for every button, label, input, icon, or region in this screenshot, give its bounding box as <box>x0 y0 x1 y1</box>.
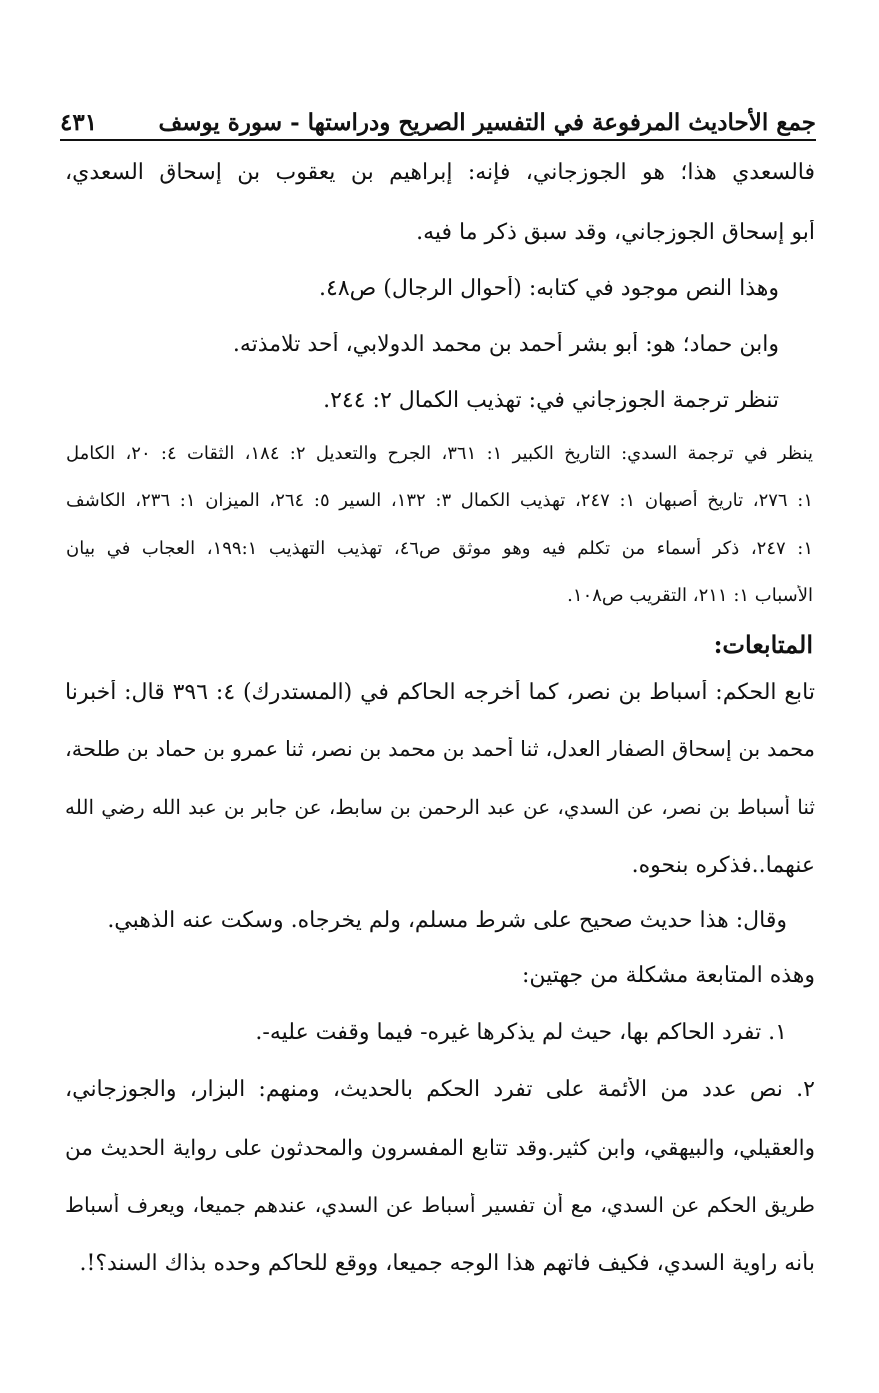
followup-line: ثنا أسباط بن نصر، عن السدي، عن عبد الرحمن بن سابط، عن جابر بن عبد الله رضي الله <box>65 795 815 819</box>
paragraph-line: أبو إسحاق الجوزجاني، وقد سبق ذكر ما فيه. <box>416 220 815 245</box>
page-number: ٤٣١ <box>60 109 98 136</box>
followup-line: والعقيلي، والبيهقي، وابن كثير.وقد تتابع المفسرون والمحدثون على رواية الحديث من <box>65 1136 815 1161</box>
reference-note-line: ١: ٢٤٧، ذكر أسماء من تكلم فيه وهو موثق ص٤٦، تهذيب التهذيب ١٩٩:١، العجاب في بيان <box>66 538 813 559</box>
followup-line: عنهما..فذكره بنحوه. <box>631 853 815 878</box>
followup-line: طريق الحكم عن السدي، مع أن تفسير أسباط عن السدي، عندهم جميعا، ويعرف أسباط <box>65 1193 815 1217</box>
section-heading: المتابعات: <box>713 630 813 659</box>
followup-line: تابع الحكم: أسباط بن نصر، كما أخرجه الحاكم في (المستدرك) ٤: ٣٩٦ قال: أخبرنا <box>65 680 815 705</box>
list-item: ٢. نص عدد من الأئمة على تفرد الحكم بالحديث، ومنهم: البزار، والجوزجاني، <box>65 1077 815 1102</box>
reference-note-line: الأسباب ١: ٢١١، التقريب ص١٠٨. <box>567 585 813 606</box>
header-title: جمع الأحاديث المرفوعة في التفسير الصريح ودراستها - سورة يوسف <box>158 109 816 136</box>
paragraph-line: تنظر ترجمة الجوزجاني في: تهذيب الكمال ٢: ٢٤٤. <box>323 388 779 413</box>
list-item: ١. تفرد الحاكم بها، حيث لم يذكرها غيره- فيما وقفت عليه-. <box>255 1020 787 1045</box>
followup-line: وهذه المتابعة مشكلة من جهتين: <box>521 963 815 988</box>
reference-note-line: ينظر في ترجمة السدي: التاريخ الكبير ١: ٣٦١، الجرح والتعديل ٢: ١٨٤، الثقات ٤: ٢٠، الكامل <box>66 443 813 464</box>
followup-line: بأنه راوية السدي، فكيف فاتهم هذا الوجه جميعا، ووقع للحاكم وحده بذاك السند؟!. <box>79 1251 815 1276</box>
running-header <box>60 103 816 141</box>
paragraph-line: وهذا النص موجود في كتابه: (أحوال الرجال) ص٤٨. <box>319 276 779 301</box>
paragraph-line: فالسعدي هذا؛ هو الجوزجاني، فإنه: إبراهيم بن يعقوب بن إسحاق السعدي، <box>65 160 815 185</box>
followup-line: محمد بن إسحاق الصفار العدل، ثنا أحمد بن محمد بن نصر، ثنا عمرو بن حماد بن طلحة، <box>65 737 815 761</box>
followup-line: وقال: هذا حديث صحيح على شرط مسلم، ولم يخرجاه. وسكت عنه الذهبي. <box>107 908 787 933</box>
reference-note-line: ١: ٢٧٦، تاريخ أصبهان ١: ٢٤٧، تهذيب الكمال ٣: ١٣٢، السير ٥: ٢٦٤، الميزان ١: ٢٣٦، الكاشف <box>66 490 813 511</box>
paragraph-line: وابن حماد؛ هو: أبو بشر أحمد بن محمد الدولابي، أحد تلامذته. <box>232 332 779 357</box>
